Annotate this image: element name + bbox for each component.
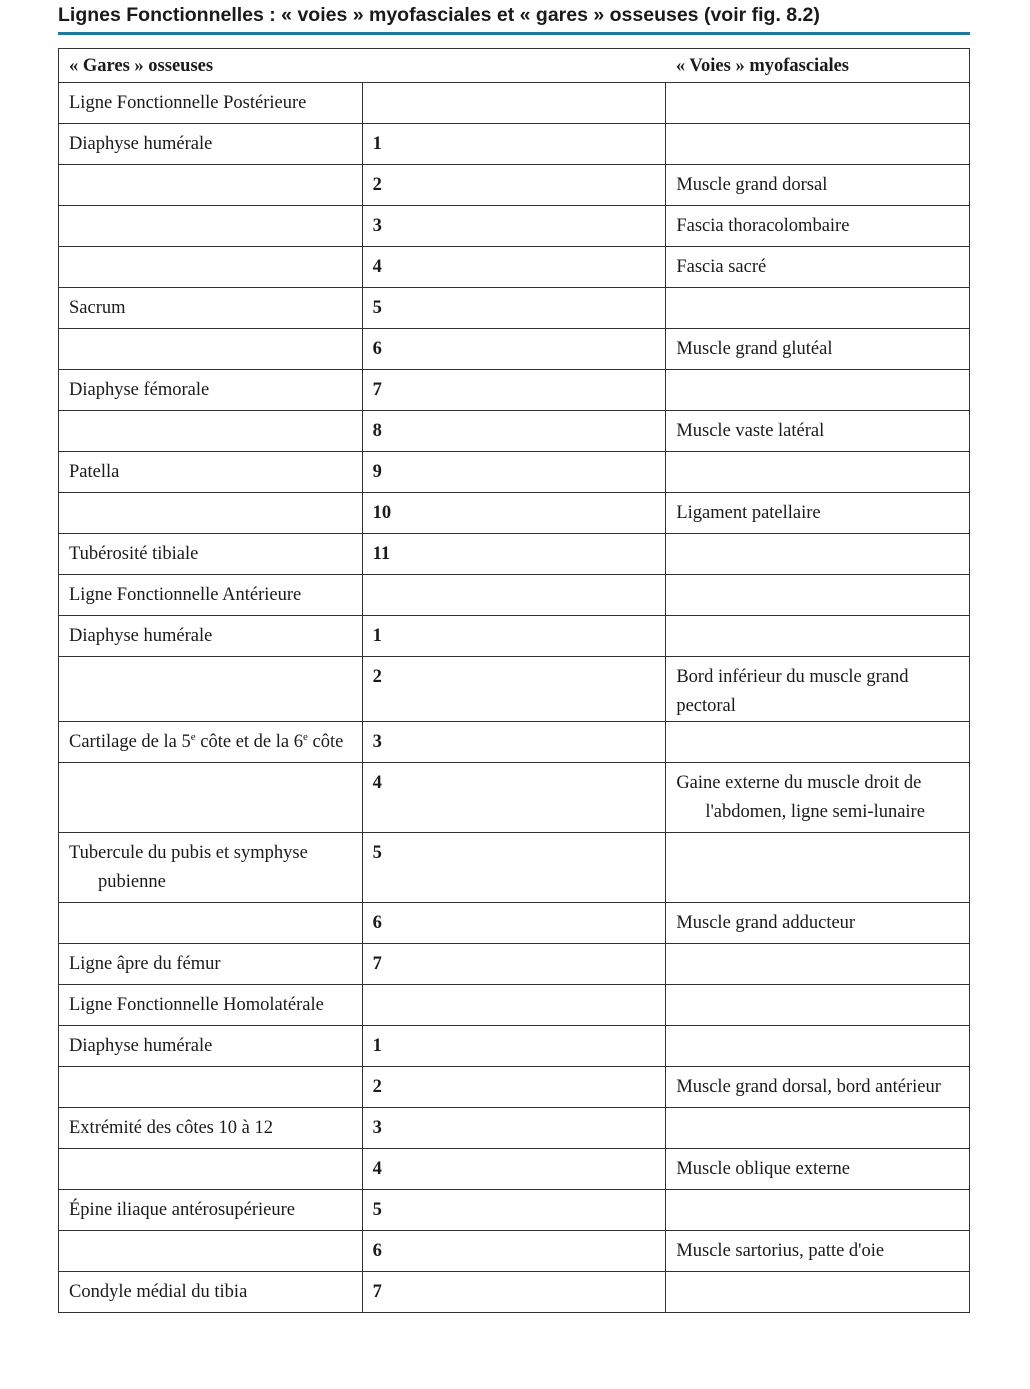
bone-station-cell [59,657,363,722]
myofascial-track-cell [666,763,970,833]
myofascial-track-cell: Bord inférieur du muscle grand pectoral [666,657,970,722]
page-title: Lignes Fonctionnelles : « voies » myofasciales et « gares » osseuses (voir fig. 8.2) [58,4,820,26]
bone-station-cell: Diaphyse humérale [59,1026,363,1067]
myofascial-track-cell [666,1190,970,1231]
station-number-cell: 3 [362,206,666,247]
functional-lines-table [58,48,970,1313]
bone-station-cell [59,722,363,763]
bone-station-cell: Tubérosité tibiale [59,534,363,575]
station-number-cell: 10 [362,493,666,534]
table-row [59,83,970,124]
station-number-cell: 7 [362,944,666,985]
station-number-cell: 4 [362,763,666,833]
bone-station-text: Tubercule du pubis et symphyse pubienne [69,843,308,892]
station-number-cell: 3 [362,722,666,763]
station-number-cell: 6 [362,329,666,370]
table-row [59,452,970,493]
table-row [59,903,970,944]
bone-station-cell [59,763,363,833]
myofascial-track-cell [666,1272,970,1313]
bone-station-cell: Sacrum [59,288,363,329]
table-row [59,722,970,763]
table-row [59,1067,970,1108]
myofascial-track-cell [666,83,970,124]
myofascial-track-cell: Fascia thoracolombaire [666,206,970,247]
station-number-cell: 5 [362,1190,666,1231]
myofascial-track-cell: Muscle sartorius, patte d'oie [666,1231,970,1272]
myofascial-track-cell [666,288,970,329]
superscript: e [303,731,308,743]
station-number-cell: 1 [362,616,666,657]
bone-text-part: côte et de la 6 [195,732,303,752]
bone-station-cell [59,903,363,944]
station-number-cell: 6 [362,903,666,944]
station-number-cell: 7 [362,370,666,411]
myofascial-track-cell: Muscle grand dorsal, bord antérieur [666,1067,970,1108]
station-number-cell: 2 [362,657,666,722]
bone-station-cell: Ligne Fonctionnelle Antérieure [59,575,363,616]
bone-station-cell: Ligne Fonctionnelle Homolatérale [59,985,363,1026]
table-row [59,124,970,165]
myofascial-track-cell [666,944,970,985]
superscript: e [190,731,196,743]
bone-station-cell [59,1067,363,1108]
station-number-cell [362,83,666,124]
header-myofascial-tracks: « Voies » myofasciales [666,49,970,83]
table-row [59,411,970,452]
bone-station-cell [59,1231,363,1272]
table-row [59,833,970,903]
myofascial-track-cell: Muscle grand dorsal [666,165,970,206]
table-row [59,493,970,534]
myofascial-track-cell [666,575,970,616]
table-row [59,370,970,411]
bone-text-part: Cartilage de la 5 [69,732,191,752]
bone-station-cell [59,206,363,247]
table-row [59,1272,970,1313]
station-number-cell: 6 [362,1231,666,1272]
table-row [59,165,970,206]
table-row [59,985,970,1026]
table-row [59,575,970,616]
bone-station-cell [59,165,363,206]
myofascial-track-cell [666,1026,970,1067]
bone-text-part: côte [307,732,344,752]
myofascial-track-cell [666,722,970,763]
bone-station-cell [59,247,363,288]
station-number-cell: 2 [362,165,666,206]
myofascial-track-cell: Muscle grand adducteur [666,903,970,944]
myofascial-track-text: Gaine externe du muscle droit de l'abdomen, ligne semi-lunaire [676,773,925,822]
table-row [59,763,970,833]
table-row [59,288,970,329]
header-bone-stations: « Gares » osseuses [59,49,666,83]
myofascial-track-cell [666,452,970,493]
station-number-cell: 11 [362,534,666,575]
table-row [59,329,970,370]
station-number-cell [362,575,666,616]
station-number-cell: 1 [362,1026,666,1067]
bone-station-cell: Ligne Fonctionnelle Postérieure [59,83,363,124]
table-row [59,657,970,722]
table-row [59,1026,970,1067]
myofascial-track-cell [666,124,970,165]
bone-station-cell: Extrémité des côtes 10 à 12 [59,1108,363,1149]
bone-station-cell: Diaphyse humérale [59,124,363,165]
station-number-cell: 2 [362,1067,666,1108]
table-row [59,206,970,247]
myofascial-track-cell [666,833,970,903]
myofascial-track-cell: Muscle vaste latéral [666,411,970,452]
bone-station-cell: Diaphyse fémorale [59,370,363,411]
bone-station-cell: Patella [59,452,363,493]
table-row [59,944,970,985]
myofascial-track-cell [666,370,970,411]
table-row [59,616,970,657]
title-underline [58,32,970,35]
table-header-row [59,49,970,83]
myofascial-track-cell: Muscle oblique externe [666,1149,970,1190]
station-number-cell: 5 [362,288,666,329]
myofascial-track-cell [666,985,970,1026]
bone-station-cell [59,1149,363,1190]
station-number-cell: 4 [362,247,666,288]
station-number-cell [362,985,666,1026]
bone-station-cell [59,411,363,452]
table-row [59,1108,970,1149]
bone-station-cell: Diaphyse humérale [59,616,363,657]
station-number-cell: 3 [362,1108,666,1149]
bone-station-cell [59,493,363,534]
myofascial-track-cell [666,534,970,575]
myofascial-track-cell: Ligament patellaire [666,493,970,534]
bone-station-cell: Ligne âpre du fémur [59,944,363,985]
myofascial-track-cell [666,1108,970,1149]
station-number-cell: 7 [362,1272,666,1313]
station-number-cell: 1 [362,124,666,165]
station-number-cell: 4 [362,1149,666,1190]
table-row [59,534,970,575]
myofascial-track-cell [666,616,970,657]
table-row [59,1231,970,1272]
station-number-cell: 5 [362,833,666,903]
myofascial-track-cell: Fascia sacré [666,247,970,288]
table-row [59,1149,970,1190]
station-number-cell: 9 [362,452,666,493]
bone-station-cell [59,833,363,903]
bone-station-cell: Épine iliaque antérosupérieure [59,1190,363,1231]
table-row [59,247,970,288]
myofascial-track-cell: Muscle grand glutéal [666,329,970,370]
bone-station-cell: Condyle médial du tibia [59,1272,363,1313]
bone-station-cell [59,329,363,370]
table-row [59,1190,970,1231]
station-number-cell: 8 [362,411,666,452]
